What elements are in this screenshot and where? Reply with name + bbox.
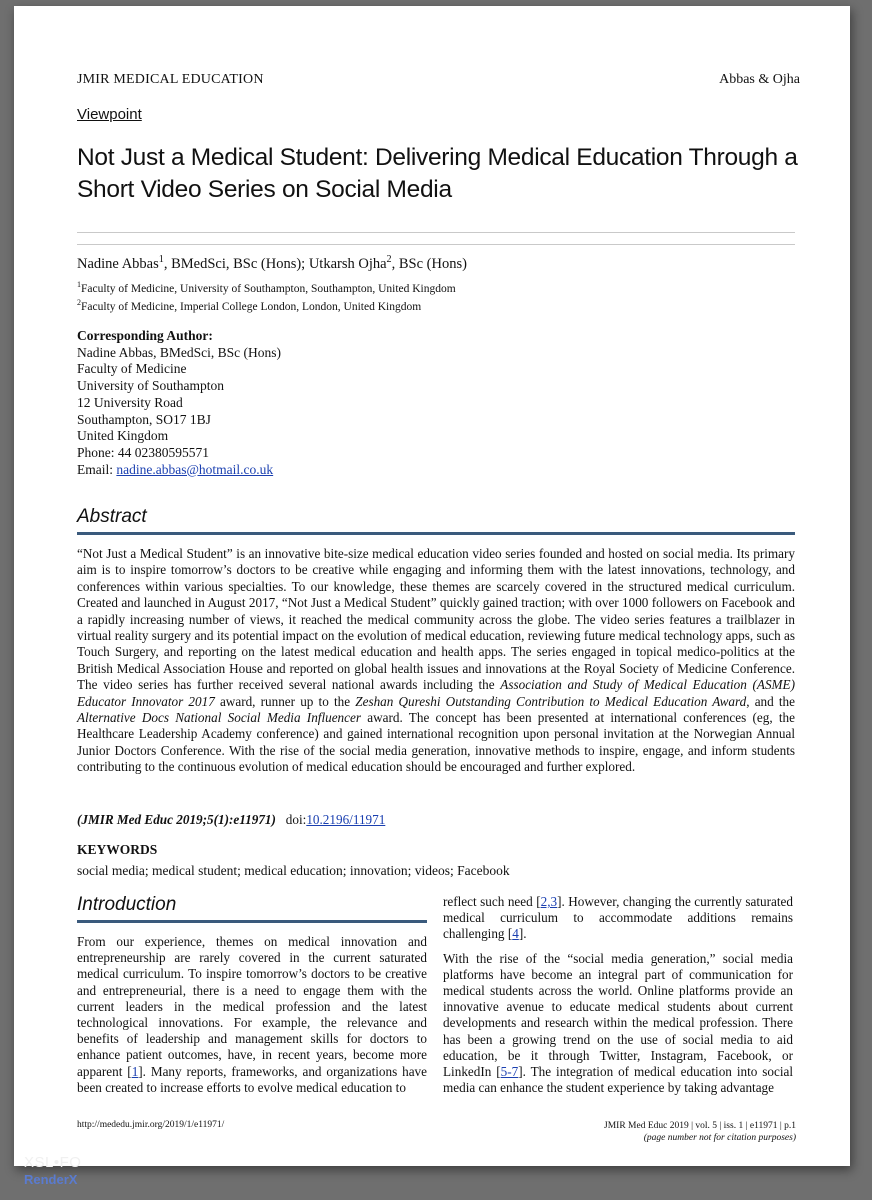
abstract-text: , and the <box>746 693 796 709</box>
award-name: Alternative Docs National Social Media Influencer <box>77 710 361 726</box>
email-link[interactable]: nadine.abbas@hotmail.co.uk <box>116 461 274 477</box>
doi-link[interactable]: 10.2196/11971 <box>306 812 386 827</box>
affiliation-text: Faculty of Medicine, University of Southampton, Southampton, United Kingdom <box>81 283 456 295</box>
reference-link[interactable]: 4 <box>512 926 519 942</box>
abstract-text: award. The concept has been presented at international conferences (eg, the Healthcare Leadership Academy conference) and gained international recognition upon personal invitation at the Norwegian Annual Junior Doctors Conference. With the rise of the social media generation, innovative methods to inspire, engage, and inform students contributing to the continuous evolution of medical education should be encouraged and further explored. <box>77 710 796 775</box>
body-text: ]. Many reports, frameworks, and organizations have been created to increase efforts to evolve medical education to <box>77 1063 428 1095</box>
abstract-text: award, runner up to the <box>214 693 356 709</box>
corr-line: University of Southampton <box>77 378 224 394</box>
award-name: Zeshan Qureshi Outstanding Contribution to Medical Education Award <box>355 693 747 709</box>
author-list <box>77 256 467 273</box>
doi-label: doi: <box>285 812 307 827</box>
introduction-rule <box>77 920 427 923</box>
affiliation-1 <box>77 280 456 295</box>
title-rule-bottom <box>77 244 795 245</box>
reference-link[interactable]: 1 <box>131 1063 139 1079</box>
footer-note: (page number not for citation purposes) <box>643 1133 796 1143</box>
paragraph <box>443 894 793 943</box>
corr-line: Nadine Abbas, BMedSci, BSc (Hons) <box>77 344 281 360</box>
author-degrees: , BSc (Hons) <box>391 256 467 272</box>
body-text: From our experience, themes on medical innovation and entrepreneurship are rarely covered in the current saturated medical curriculum. To inspire tomorrow’s doctors to be creative and entrepreneurial, there is a need to engage them with the current leaders in the medical profession and the latest technological innovations. For example, the relevance and benefits of leadership and management skills for doctors to enhance patient outcomes, have, in recent years, become more apparent [ <box>77 934 427 1079</box>
corresponding-author-label: Corresponding Author: <box>77 328 213 343</box>
corr-line: Faculty of Medicine <box>77 361 187 377</box>
body-text: reflect such need [ <box>443 894 541 909</box>
citation-line <box>77 812 385 828</box>
footer-citation <box>604 1120 796 1144</box>
abstract-heading: Abstract <box>77 506 147 527</box>
author-affil-sup: 2 <box>386 254 392 266</box>
corr-line: Southampton, SO17 1BJ <box>77 411 211 427</box>
corr-line: Phone: 44 02380595571 <box>77 444 210 460</box>
affiliation-sup: 1 <box>77 280 82 290</box>
intro-right-column <box>443 894 793 1104</box>
footer-citation-text: JMIR Med Educ 2019 | vol. 5 | iss. 1 | e11971 | p.1 <box>604 1121 796 1131</box>
affiliation-2 <box>77 298 422 313</box>
author-name: Nadine Abbas <box>77 256 159 272</box>
author-degrees: , BMedSci, BSc (Hons); <box>163 256 309 272</box>
corresponding-author-block <box>77 328 281 478</box>
intro-left-column <box>77 934 427 1096</box>
pdf-page <box>14 6 850 1166</box>
award-name: Association and Study of Medical Education (ASME) Educator Innovator 2017 <box>77 677 795 709</box>
corr-email-line <box>77 462 281 479</box>
paragraph <box>443 951 793 1097</box>
corr-line: 12 University Road <box>77 394 183 410</box>
body-text: With the rise of the “social media generation,” social media platforms have become an integral part of communication for medical students across the world. Online platforms provide an innovative avenue to educate medical students about current developments and research within the medical profession. There has been a growing trend on the use of social media to aid education, be it through Twitter, Instagram, Facebook, or LinkedIn [ <box>443 950 793 1080</box>
citation-ref: (JMIR Med Educ 2019;5(1):e11971) <box>77 812 276 827</box>
xslfo-watermark: XSL•FO <box>24 1154 82 1171</box>
introduction-heading: Introduction <box>77 894 177 915</box>
running-header-journal: JMIR MEDICAL EDUCATION <box>77 72 264 87</box>
author-name: Utkarsh Ojha <box>308 256 387 272</box>
affiliation-sup: 2 <box>77 298 82 308</box>
abstract-rule <box>77 532 795 535</box>
footer-url[interactable]: http://mededu.jmir.org/2019/1/e11971/ <box>77 1120 225 1130</box>
keywords-text: social media; medical student; medical education; innovation; videos; Facebook <box>77 863 510 878</box>
title-rule-top <box>77 232 795 233</box>
body-text: ]. However, changing the currently saturated medical curriculum to accommodate additions remains challenging [ <box>443 894 793 942</box>
keywords-heading: KEYWORDS <box>77 842 158 857</box>
renderx-watermark: RenderX <box>24 1172 78 1187</box>
reference-link[interactable]: 5-7 <box>500 1064 519 1080</box>
email-label: Email: <box>77 461 117 477</box>
running-header-authors: Abbas & Ojha <box>719 72 800 87</box>
body-text: ]. <box>518 926 527 942</box>
abstract-text: “Not Just a Medical Student” is an innovative bite-size medical education video series founded and hosted on social media. Its primary aim is to inspire tomorrow’s doctors to be creative while engaging and informing them with the latest innovations, technology, and conferences within various specialties. To our knowledge, these themes are scarcely covered in the structured medical curriculum. Created and launched in August 2017, “Not Just a Medical Student” quickly gained traction; with over 1000 followers on Facebook and a rapidly increasing number of views, it reached the medical community across the globe. The video series features a trailblazer in virtual reality surgery and its potential impact on the evolution of medical education, reviewing future medical technology apps, such as Touch Surgery, and reporting on the latest medical education and health apps. The series engaged in topical medico-politics at the British Medical Association House and reported on global health issues and innovations at the Royal Society of Medicine Conference. The video series has further received several national awards including the <box>77 546 795 693</box>
body-text: ]. The integration of medical education into social media can enhance the student experience by taking advantage <box>443 1064 794 1096</box>
author-affil-sup: 1 <box>158 254 164 266</box>
reference-link[interactable]: 2,3 <box>540 894 558 909</box>
affiliation-text: Faculty of Medicine, Imperial College London, London, United Kingdom <box>81 301 422 313</box>
corr-line: United Kingdom <box>77 428 169 444</box>
abstract-body <box>77 546 795 776</box>
section-type-label: Viewpoint <box>77 106 142 123</box>
article-title: Not Just a Medical Student: Delivering Medical Education Through a Short Video Series on Social Media <box>77 144 798 203</box>
